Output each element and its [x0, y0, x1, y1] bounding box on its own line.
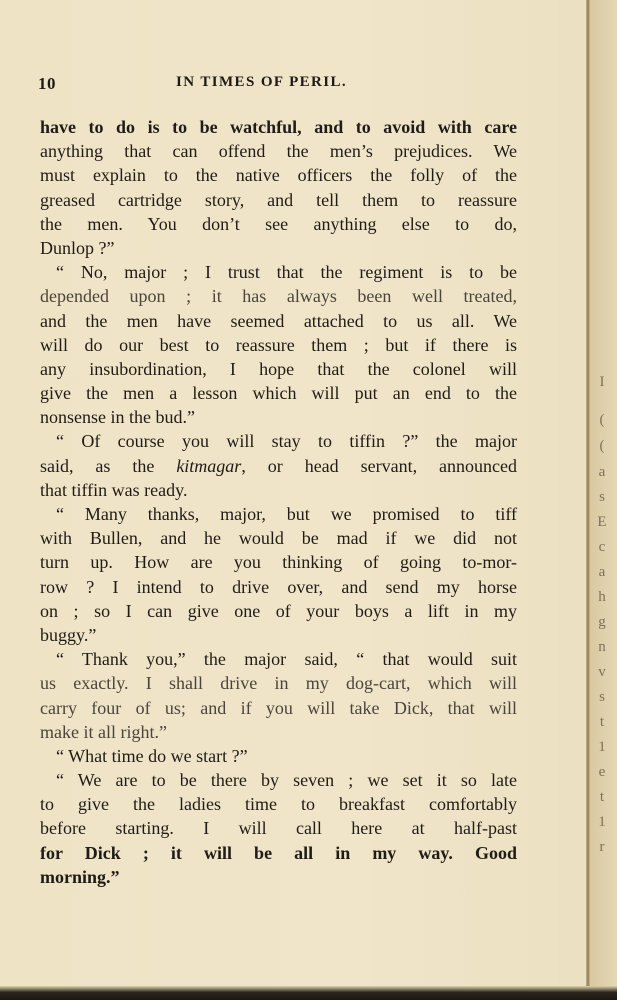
text-line: “ We are to be there by seven ; we set it so late [56, 770, 517, 791]
edge-glyph: 1 [598, 814, 606, 830]
text-line: “ What time do we start ?” [56, 745, 248, 766]
text-line: greased cartridge story, and tell them to reassure [40, 189, 517, 210]
text-line: for Dick ; it will be all in my way. Good [40, 842, 517, 863]
edge-glyph: a [598, 464, 606, 480]
page-number: 10 [38, 74, 56, 93]
text-line: to give the ladies time to breakfast comfortably [40, 794, 517, 815]
edge-glyph: r [599, 839, 605, 855]
text-line: have to do is to be watchful, and to avoid with care [40, 117, 517, 137]
text-line: morning.” [40, 866, 120, 887]
edge-glyph: E [597, 514, 607, 530]
edge-glyph: I [599, 374, 605, 390]
edge-glyph: v [598, 664, 606, 680]
text-run: , or head servant, announced [241, 455, 517, 476]
edge-glyph: s [599, 489, 605, 505]
text-line: before starting. I will call here at half-past [40, 818, 517, 839]
text-line: make it all right.” [40, 721, 167, 742]
text-line: “ Of course you will stay to tiffin ?” the major [56, 431, 517, 452]
edge-glyph: ( [599, 438, 605, 454]
scan-bottom-shadow [0, 986, 617, 1000]
edge-glyph: n [598, 639, 606, 655]
text-line: anything that can offend the men’s prejudices. We [40, 141, 517, 162]
text-line: will do our best to reassure them ; but if there is [40, 334, 517, 355]
text-line: “ No, major ; I trust that the regiment is to be [56, 262, 517, 283]
text-run: said, as the [40, 455, 177, 476]
edge-glyph: s [599, 689, 605, 705]
edge-glyph: a [598, 564, 606, 580]
edge-glyph: ( [599, 412, 605, 428]
text-line: Dunlop ?” [40, 237, 115, 258]
text-line: give the men a lesson which will put an end to the [40, 383, 517, 404]
running-head [38, 74, 478, 98]
edge-glyph: h [598, 589, 606, 605]
text-line: on ; so I can give one of your boys a lift in my [40, 600, 517, 621]
text-line: “ Many thanks, major, but we promised to tiff [56, 504, 517, 524]
text-line: that tiffin was ready. [40, 479, 188, 500]
text-line: any insubordination, I hope that the colonel will [40, 358, 517, 379]
edge-glyph: e [598, 764, 606, 780]
edge-glyph: g [598, 614, 606, 630]
edge-glyph: t [599, 789, 605, 805]
text-line: the men. You don’t see anything else to do, [40, 213, 517, 234]
text-line: row ? I intend to drive over, and send my horse [40, 576, 517, 597]
text-line: us exactly. I shall drive in my dog-cart, which will [40, 673, 517, 694]
text-line: turn up. How are you thinking of going to-mor- [40, 552, 517, 573]
text-line: depended upon ; it has always been well treated, [40, 286, 517, 307]
body-text [40, 115, 517, 889]
text-line: nonsense in the bud.” [40, 407, 195, 428]
text-line: “ Thank you,” the major said, “ that would suit [56, 649, 517, 670]
text-line: with Bullen, and he would be mad if we did not [40, 528, 517, 549]
text-line: buggy.” [40, 624, 97, 645]
italic-word-kitmagar: kitmagar [176, 455, 242, 476]
edge-glyph: 1 [598, 739, 606, 755]
text-line: and the men have seemed attached to us all. We [40, 310, 517, 331]
edge-glyph: c [598, 539, 606, 555]
text-line: carry four of us; and if you will take Dick, that will [40, 697, 517, 718]
text-line-with-italic [40, 454, 517, 478]
running-title: IN TIMES OF PERIL. [176, 74, 348, 90]
edge-glyph: t [599, 714, 605, 730]
text-line: must explain to the native officers the folly of the [40, 165, 517, 186]
